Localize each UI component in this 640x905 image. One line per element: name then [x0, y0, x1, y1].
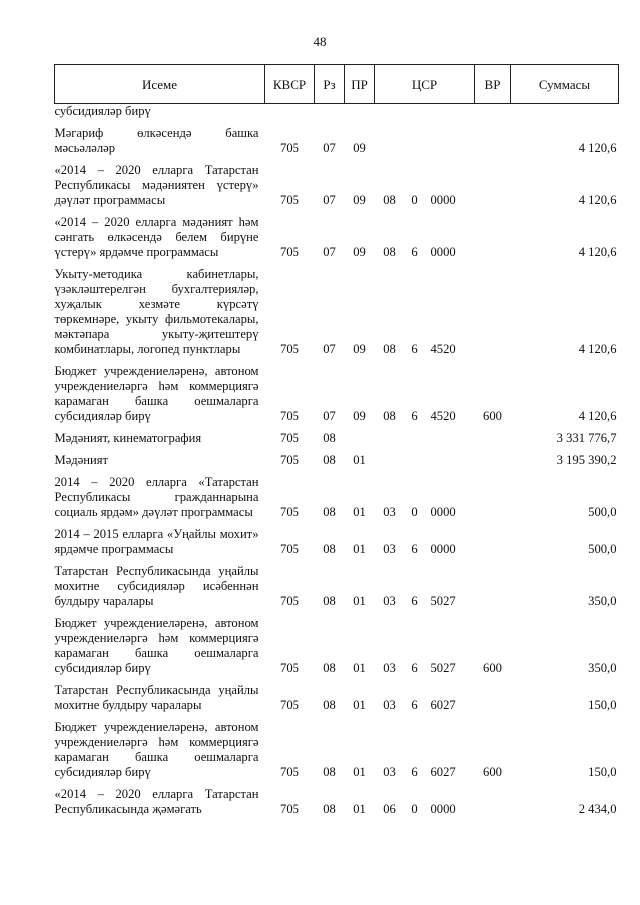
- cell-pr: 01: [353, 505, 366, 519]
- cell-rz: 07: [323, 409, 336, 423]
- cell-csr2: 0: [411, 802, 418, 816]
- cell-csr2: 6: [411, 698, 418, 712]
- cell-csr2: 6: [411, 765, 418, 779]
- cell-sum: 350,0: [588, 661, 617, 675]
- cell-csr3: 0000: [430, 542, 456, 556]
- cell-csr2: 6: [411, 594, 418, 608]
- cell-csr3: [425, 424, 475, 446]
- cell-pr: 01: [353, 661, 366, 675]
- header-pr: ПР: [345, 65, 375, 104]
- cell-rz: 08: [323, 661, 336, 675]
- cell-csr2: 6: [411, 409, 418, 423]
- cell-csr3: 0000: [430, 802, 456, 816]
- cell-vr: [475, 676, 511, 713]
- cell-rz: [315, 104, 345, 120]
- table-row: [55, 557, 619, 609]
- cell-sum: 2 434,0: [578, 802, 617, 816]
- cell-csr1: 03: [383, 594, 396, 608]
- table-row: [55, 520, 619, 557]
- table-body: [55, 104, 619, 818]
- cell-rz: 08: [323, 505, 336, 519]
- table-row: [55, 119, 619, 156]
- cell-csr3: [425, 104, 475, 120]
- cell-vr: [475, 780, 511, 817]
- cell-csr2: 6: [411, 542, 418, 556]
- cell-vr: [475, 119, 511, 156]
- cell-csr3: [425, 119, 475, 156]
- cell-csr1: 03: [383, 505, 396, 519]
- cell-rz: 08: [323, 765, 336, 779]
- cell-csr1: 03: [383, 765, 396, 779]
- cell-csr3: 0000: [430, 245, 456, 259]
- cell-name: субсидияләр бирү: [54, 104, 151, 118]
- cell-sum: 4 120,6: [578, 141, 617, 155]
- cell-pr: 09: [353, 342, 366, 356]
- cell-sum: 4 120,6: [578, 342, 617, 356]
- cell-pr: [345, 424, 375, 446]
- cell-vr: [475, 468, 511, 520]
- cell-vr: [475, 156, 511, 208]
- table-row: [55, 713, 619, 780]
- cell-kvsr: 705: [280, 141, 299, 155]
- table-row: [55, 260, 619, 357]
- header-kvsr: КВСР: [265, 65, 315, 104]
- cell-name: 2014 – 2020 елларга «Татарстан Республикасы гражданнарына социаль ярдәм» дәүләт программасы: [54, 475, 259, 519]
- cell-vr: [475, 424, 511, 446]
- cell-pr: 09: [353, 141, 366, 155]
- cell-rz: 08: [323, 698, 336, 712]
- cell-name: 2014 – 2015 елларга «Уңайлы мохит» ярдәмче программасы: [54, 527, 259, 556]
- cell-csr1: [375, 119, 405, 156]
- table-row: [55, 104, 619, 120]
- cell-csr1: 08: [383, 193, 396, 207]
- cell-kvsr: 705: [280, 542, 299, 556]
- cell-csr1: 06: [383, 802, 396, 816]
- cell-pr: 01: [353, 594, 366, 608]
- cell-csr3: 5027: [430, 661, 456, 675]
- cell-pr: 09: [353, 409, 366, 423]
- cell-csr2: 6: [411, 661, 418, 675]
- cell-vr: [475, 208, 511, 260]
- budget-table: [54, 64, 619, 817]
- cell-rz: 08: [323, 802, 336, 816]
- cell-csr1: 03: [383, 542, 396, 556]
- cell-kvsr: 705: [280, 698, 299, 712]
- cell-name: «2014 – 2020 елларга Татарстан Республикасында җәмәгать: [54, 787, 259, 816]
- cell-csr1: [375, 424, 405, 446]
- cell-csr3: 0000: [430, 193, 456, 207]
- cell-csr2: 0: [411, 193, 418, 207]
- table-row: [55, 446, 619, 468]
- cell-name: «2014 – 2020 елларга Татарстан Республикасы мәдәниятен үстерү» дәүләт программасы: [54, 163, 259, 207]
- cell-kvsr: 705: [280, 193, 299, 207]
- cell-csr1: 03: [383, 661, 396, 675]
- cell-csr1: 08: [383, 245, 396, 259]
- cell-name: Бюджет учреждениеләренә, автоном учреждениеләргә һәм коммерциягә карамаган башка оешмаларга субсидияләр бирү: [54, 364, 259, 423]
- cell-csr1: 03: [383, 698, 396, 712]
- cell-kvsr: 705: [280, 342, 299, 356]
- cell-sum: 4 120,6: [578, 409, 617, 423]
- cell-name: Мәгариф өлкәсендә башка мәсьәләләр: [54, 126, 259, 155]
- cell-csr3: 0000: [430, 505, 456, 519]
- table-row: [55, 156, 619, 208]
- cell-csr2: 0: [411, 505, 418, 519]
- table-header: [55, 65, 619, 104]
- cell-kvsr: 705: [280, 765, 299, 779]
- cell-pr: 09: [353, 245, 366, 259]
- cell-csr2: [405, 104, 425, 120]
- cell-name: Бюджет учреждениеләренә, автоном учреждениеләргә һәм коммерциягә карамаган башка оешмаларга субсидияләр бирү: [54, 616, 259, 675]
- header-sum: Суммасы: [511, 65, 619, 104]
- table-row: [55, 609, 619, 676]
- cell-csr3: [425, 446, 475, 468]
- cell-csr1: 08: [383, 409, 396, 423]
- cell-vr: 600: [483, 765, 502, 779]
- cell-rz: 07: [323, 193, 336, 207]
- cell-pr: 09: [353, 193, 366, 207]
- header-vr: ВР: [475, 65, 511, 104]
- cell-csr3: 4520: [430, 409, 456, 423]
- cell-pr: 01: [353, 453, 366, 467]
- cell-vr: [475, 557, 511, 609]
- cell-csr2: [405, 119, 425, 156]
- header-csr: ЦСР: [375, 65, 475, 104]
- cell-kvsr: 705: [280, 505, 299, 519]
- cell-name: Татарстан Республикасында уңайлы мохитне субсидияләр исәбеннән булдыру чаралары: [54, 564, 259, 608]
- cell-kvsr: 705: [280, 245, 299, 259]
- cell-kvsr: 705: [280, 453, 299, 467]
- cell-kvsr: 705: [280, 409, 299, 423]
- cell-sum: 350,0: [588, 594, 617, 608]
- cell-vr: [475, 446, 511, 468]
- table-row: [55, 424, 619, 446]
- cell-rz: 08: [323, 431, 336, 445]
- cell-sum: 150,0: [588, 765, 617, 779]
- cell-csr1: 08: [383, 342, 396, 356]
- cell-vr: [475, 260, 511, 357]
- cell-rz: 07: [323, 245, 336, 259]
- cell-sum: 500,0: [588, 542, 617, 556]
- cell-name: Мәдәният, кинематография: [54, 431, 202, 445]
- page-number: 48: [313, 34, 327, 49]
- cell-name: «2014 – 2020 елларга мәдәният һәм сәнгать өлкәсендә белем бирүне үстерү» ярдәмче программасы: [54, 215, 259, 259]
- cell-sum: 500,0: [588, 505, 617, 519]
- cell-pr: 01: [353, 542, 366, 556]
- cell-kvsr: 705: [280, 594, 299, 608]
- cell-pr: 01: [353, 765, 366, 779]
- cell-vr: [475, 520, 511, 557]
- cell-sum: 3 195 390,2: [556, 453, 617, 467]
- cell-rz: 08: [323, 542, 336, 556]
- cell-name: Укыту-методика кабинетлары, үзәкләштерелгән бухгалтерияләр, хуҗалык хезмәте күрсәтү төркемнәре, укыту фильмотекалары, мәктәпара укыту-җитештерү комбинатлары, логопед пунктлары: [54, 267, 259, 356]
- cell-pr: 01: [353, 802, 366, 816]
- cell-csr2: [405, 446, 425, 468]
- cell-rz: 08: [323, 453, 336, 467]
- cell-pr: [345, 104, 375, 120]
- table-row: [55, 357, 619, 424]
- table-row: [55, 208, 619, 260]
- cell-pr: 01: [353, 698, 366, 712]
- cell-name: Татарстан Республикасында уңайлы мохитне булдыру чаралары: [54, 683, 259, 712]
- cell-kvsr: [265, 104, 315, 120]
- cell-sum: 150,0: [588, 698, 617, 712]
- cell-csr1: [375, 446, 405, 468]
- cell-csr2: 6: [411, 245, 418, 259]
- cell-sum: [511, 104, 619, 120]
- cell-csr2: [405, 424, 425, 446]
- cell-name: Мәдәният: [54, 453, 109, 467]
- cell-rz: 07: [323, 342, 336, 356]
- table-row: [55, 676, 619, 713]
- cell-csr1: [375, 104, 405, 120]
- cell-sum: 3 331 776,7: [556, 431, 617, 445]
- cell-csr3: 5027: [430, 594, 456, 608]
- header-name: Исеме: [55, 65, 265, 104]
- cell-kvsr: 705: [280, 661, 299, 675]
- cell-vr: 600: [483, 661, 502, 675]
- cell-vr: [475, 104, 511, 120]
- table-row: [55, 468, 619, 520]
- cell-csr2: 6: [411, 342, 418, 356]
- cell-rz: 08: [323, 594, 336, 608]
- cell-sum: 4 120,6: [578, 245, 617, 259]
- cell-rz: 07: [323, 141, 336, 155]
- cell-vr: 600: [483, 409, 502, 423]
- cell-kvsr: 705: [280, 431, 299, 445]
- cell-csr3: 6027: [430, 765, 456, 779]
- cell-sum: 4 120,6: [578, 193, 617, 207]
- cell-csr3: 4520: [430, 342, 456, 356]
- cell-name: Бюджет учреждениеләренә, автоном учреждениеләргә һәм коммерциягә карамаган башка оешмаларга субсидияләр бирү: [54, 720, 259, 779]
- cell-csr3: 6027: [430, 698, 456, 712]
- header-rz: Рз: [315, 65, 345, 104]
- table-row: [55, 780, 619, 817]
- cell-kvsr: 705: [280, 802, 299, 816]
